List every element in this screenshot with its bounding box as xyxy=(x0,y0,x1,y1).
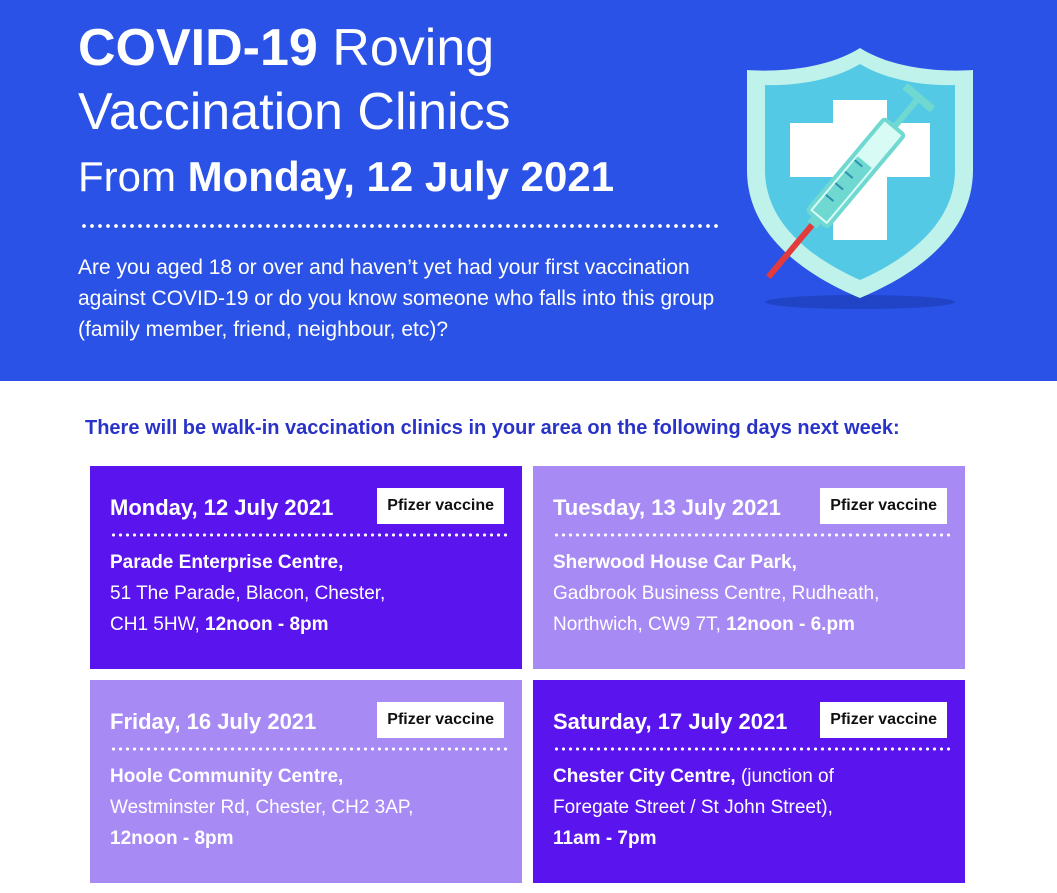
vaccine-badge: Pfizer vaccine xyxy=(820,702,947,738)
clinic-venue: Parade Enterprise Centre, xyxy=(110,552,344,573)
clinic-address: Gadbrook Business Centre, Rudheath, xyxy=(553,583,880,604)
clinic-date: Saturday, 17 July 2021 xyxy=(553,709,788,734)
clinic-date: Friday, 16 July 2021 xyxy=(110,709,317,734)
clinic-address: 51 The Parade, Blacon, Chester, xyxy=(110,583,386,604)
clinic-date: Monday, 12 July 2021 xyxy=(110,495,334,520)
clinic-time: 12noon - 8pm xyxy=(205,614,329,635)
clinic-postcode: CH1 5HW, xyxy=(110,614,206,635)
card-divider xyxy=(553,532,951,538)
clinic-details xyxy=(110,761,504,854)
subheading: There will be walk-in vaccination clinics in your area on the following days next week: xyxy=(85,417,900,439)
vaccine-badge: Pfizer vaccine xyxy=(377,488,504,524)
clinic-venue-extra: (junction of xyxy=(735,766,834,787)
card-header xyxy=(110,488,504,530)
vaccine-badge: Pfizer vaccine xyxy=(377,702,504,738)
clinic-venue: Hoole Community Centre, xyxy=(110,766,344,787)
title-line-2: Vaccination Clinics xyxy=(78,83,511,141)
clinic-postcode: Northwich, CW9 7T, xyxy=(553,614,727,635)
clinic-time: 11am - 7pm xyxy=(553,828,657,849)
start-date: Monday, 12 July 2021 xyxy=(187,153,615,200)
title-rest: Roving xyxy=(317,19,495,77)
clinic-details xyxy=(553,547,947,640)
clinic-address-time xyxy=(110,609,504,640)
clinic-details xyxy=(553,761,947,854)
clinic-venue: Sherwood House Car Park, xyxy=(553,552,797,573)
hero-banner xyxy=(0,0,1057,381)
date-prefix: From xyxy=(78,153,188,200)
vaccine-badge: Pfizer vaccine xyxy=(820,488,947,524)
card-header xyxy=(110,702,504,744)
card-divider xyxy=(553,746,951,752)
title-bold: COVID-19 xyxy=(78,19,318,77)
clinic-card-monday xyxy=(90,466,522,669)
card-header xyxy=(553,702,947,744)
clinic-card-tuesday xyxy=(533,466,965,669)
clinic-time: 12noon - 6.pm xyxy=(726,614,855,635)
clinic-venue-line xyxy=(553,761,947,792)
clinic-address: Foregate Street / St John Street), xyxy=(553,797,833,818)
clinic-card-saturday xyxy=(533,680,965,883)
clinic-venue: Chester City Centre, xyxy=(553,766,736,787)
clinic-address-time xyxy=(553,609,947,640)
card-divider xyxy=(110,746,508,752)
card-divider xyxy=(110,532,508,538)
intro-text: Are you aged 18 or over and haven’t yet had your first vaccination against COVID-19 or do you know someone who falls into this group (family member, friend, neighbour, etc)? xyxy=(78,256,715,341)
start-date-line xyxy=(78,152,614,202)
clinic-details xyxy=(110,547,504,640)
clinic-time: 12noon - 8pm xyxy=(110,828,234,849)
clinic-date: Tuesday, 13 July 2021 xyxy=(553,495,781,520)
card-header xyxy=(553,488,947,530)
title-line-1 xyxy=(78,20,494,76)
dotted-divider xyxy=(80,222,720,230)
clinic-card-friday xyxy=(90,680,522,883)
clinic-address: Westminster Rd, Chester, CH2 3AP, xyxy=(110,797,414,818)
shield-syringe-icon xyxy=(735,30,1005,320)
